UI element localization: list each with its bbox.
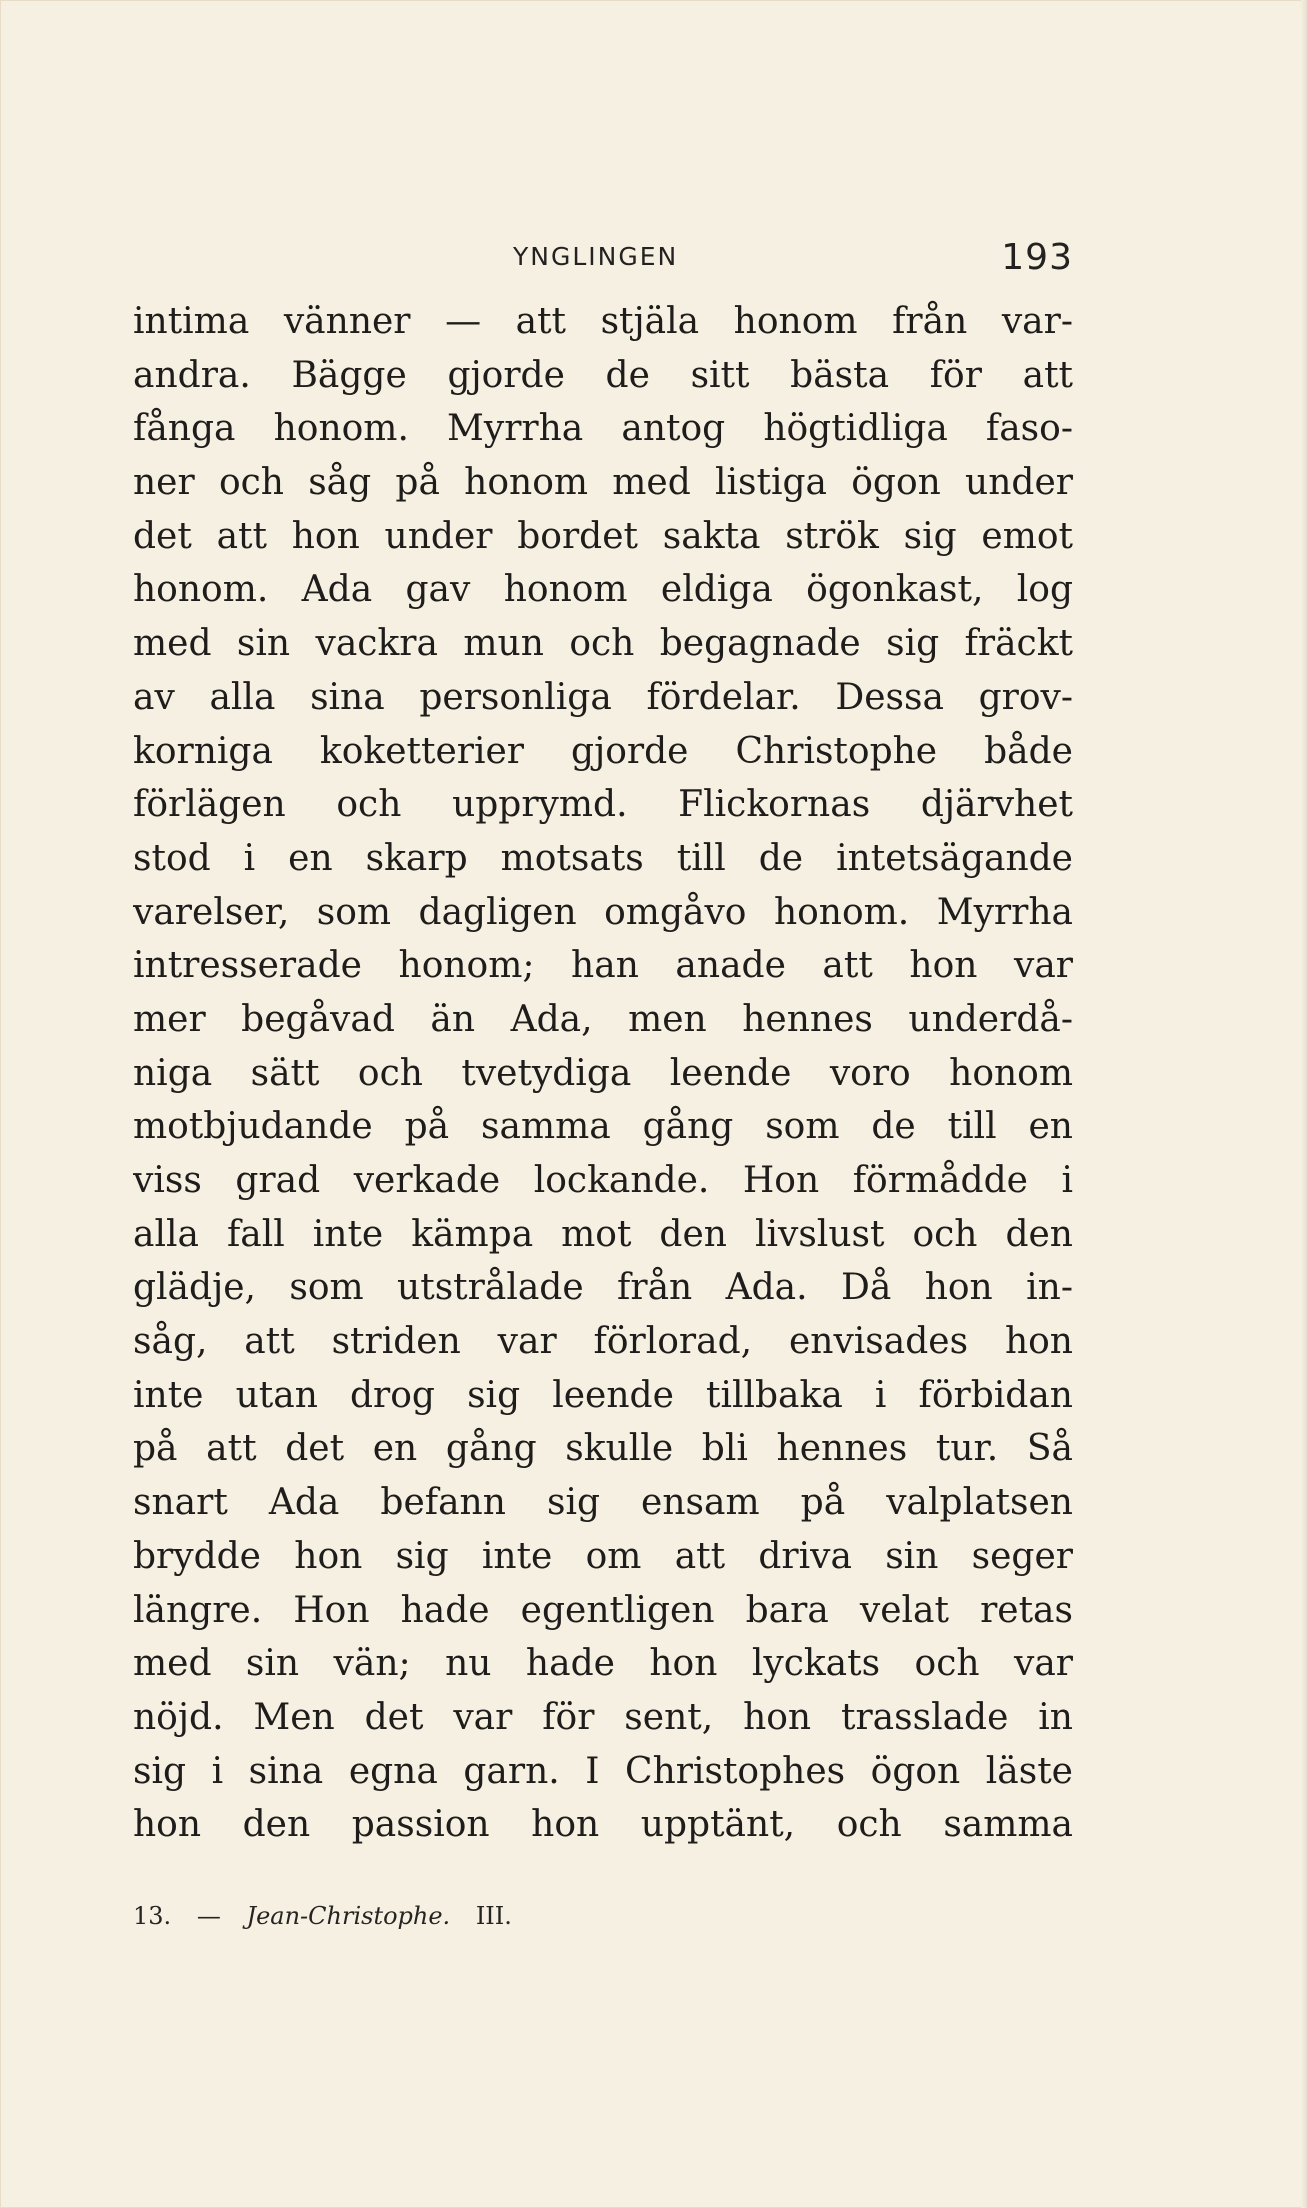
text-line: ner och såg på honom med listiga ögon under bbox=[133, 462, 1073, 504]
signature-number: 13. bbox=[133, 1902, 172, 1930]
text-line: niga sätt och tvetydiga leende voro honom bbox=[133, 1052, 1073, 1094]
text-line: av alla sina personliga fördelar. Dessa grov- bbox=[133, 676, 1073, 718]
text-line: inte utan drog sig leende tillbaka i förbidan bbox=[133, 1374, 1073, 1416]
volume-number: III. bbox=[475, 1902, 512, 1930]
text-line: med sin vän; nu hade hon lyckats och var bbox=[133, 1643, 1073, 1685]
text-line: nöjd. Men det var för sent, hon trasslade in bbox=[133, 1696, 1073, 1738]
text-line: mer begåvad än Ada, men hennes underdå- bbox=[133, 998, 1073, 1040]
chapter-title: YNGLINGEN bbox=[513, 242, 679, 271]
text-line: honom. Ada gav honom eldiga ögonkast, log bbox=[133, 569, 1073, 611]
paper-edge bbox=[1301, 0, 1307, 2208]
text-line: fånga honom. Myrrha antog högtidliga faso- bbox=[133, 408, 1073, 450]
text-line: varelser, som dagligen omgåvo honom. Myrrha bbox=[133, 891, 1073, 933]
text-line: såg, att striden var förlorad, envisades hon bbox=[133, 1321, 1073, 1363]
text-line: längre. Hon hade egentligen bara velat retas bbox=[133, 1589, 1073, 1631]
page-number: 193 bbox=[1001, 237, 1073, 278]
text-line: viss grad verkade lockande. Hon förmådde i bbox=[133, 1160, 1073, 1201]
text-line: alla fall inte kämpa mot den livslust och den bbox=[133, 1213, 1073, 1255]
signature-footer bbox=[133, 1902, 733, 1942]
text-line: glädje, som utstrålade från Ada. Då hon in- bbox=[133, 1267, 1073, 1309]
body-text bbox=[133, 295, 1073, 1852]
text-line: förlägen och upprymd. Flickornas djärvhet bbox=[133, 784, 1073, 826]
text-line: stod i en skarp motsats till de intetsägande bbox=[133, 837, 1073, 879]
text-line: intresserade honom; han anade att hon var bbox=[133, 945, 1073, 987]
text-line: andra. Bägge gjorde de sitt bästa för att bbox=[133, 354, 1073, 396]
text-line: sig i sina egna garn. I Christophes ögon läste bbox=[133, 1750, 1073, 1792]
text-line: brydde hon sig inte om att driva sin seger bbox=[133, 1535, 1073, 1577]
text-line: motbjudande på samma gång som de till en bbox=[133, 1106, 1073, 1148]
text-line: korniga koketterier gjorde Christophe både bbox=[133, 730, 1073, 772]
footer-dash: — bbox=[196, 1902, 221, 1930]
running-head bbox=[133, 237, 1073, 281]
book-title: Jean-Christophe. bbox=[246, 1902, 451, 1930]
text-line: snart Ada befann sig ensam på valplatsen bbox=[133, 1482, 1073, 1524]
text-line: det att hon under bordet sakta strök sig emot bbox=[133, 515, 1073, 557]
text-line: på att det en gång skulle bli hennes tur. Så bbox=[133, 1428, 1073, 1470]
text-line: med sin vackra mun och begagnade sig fräckt bbox=[133, 623, 1073, 665]
text-line: hon den passion hon upptänt, och samma bbox=[133, 1804, 1073, 1846]
text-line: intima vänner — att stjäla honom från var- bbox=[133, 301, 1073, 342]
